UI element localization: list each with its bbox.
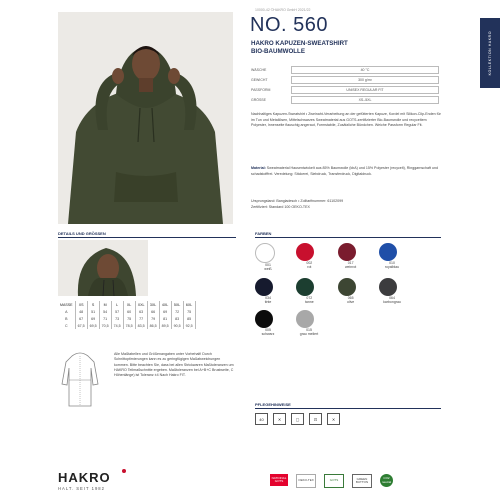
document-reference: 10000-42 ©HAKRO GmbH 2021/22: [255, 8, 311, 12]
table-cell: 83,5: [135, 322, 147, 329]
swatch-name: grau meliert: [299, 332, 319, 337]
table-cell: 86,5: [147, 322, 159, 329]
swatch-circle: [255, 278, 273, 296]
swatch-code: 001: [265, 263, 271, 267]
swatch-code: 002: [306, 261, 313, 265]
table-cell: 67,5: [75, 322, 87, 329]
size-header-cell: 5XL: [171, 301, 183, 308]
spec-key: GRÖSSE: [251, 97, 266, 102]
table-cell: 79: [147, 315, 159, 322]
details-heading: DETAILS UND GRÖSSEN: [58, 231, 106, 236]
care-symbols: [255, 413, 340, 425]
hoodie-silhouette-icon: [60, 350, 100, 408]
swatch-name: tanne: [304, 299, 314, 304]
table-row: [58, 308, 195, 315]
collection-side-tab: [480, 18, 500, 88]
material-text: Sweatmaterial Hausentwickelt aus 85% Baumwolle (kbA) und 15% Polyester (recycelt), Ringgarnschaft und schadstofffrei. Veredelung: Stickerei, Siebdruck, Transferdruck, Digitaldruck.: [251, 166, 438, 176]
hakro-logo: HAKRO: [58, 470, 111, 485]
swatch-row: [255, 243, 405, 272]
swatch-circle: [255, 243, 275, 263]
tumble-dry-icon: ▢: [291, 413, 304, 425]
size-table-header: [58, 301, 195, 308]
spec-value: XS–5XL: [291, 96, 439, 104]
color-swatch-grid: [255, 243, 445, 337]
swatch-code: 034: [265, 295, 271, 300]
table-cell: 69: [159, 308, 171, 315]
swatch-code: 072: [306, 295, 313, 300]
swatch-name: weiß: [264, 267, 272, 272]
swatch-row: [255, 310, 405, 337]
size-note: Alle Maßtabellen und Größenangaben unter Vorbehalt! Durch Schnittoptimierungen kann es zu geringfügigen Maßabweichungen kommen. Bitte beachten Sie, dass bei allen Strickwaren Maßtoleranzen um HAKRO Teilmaßschnitte ergeben. Maßtoleranzen bei A+B+C Brustweite, C Höhenlänge) ist Toleranz ±4 Nach Hakro FIT.: [114, 352, 234, 378]
table-cell: 48: [75, 308, 87, 315]
wash-40-icon: 40: [255, 413, 268, 425]
size-header-cell: L: [111, 301, 123, 308]
material-block: [251, 166, 441, 177]
material-label: Material:: [251, 166, 266, 170]
green-button-badge-icon: GREEN BUTTON: [352, 474, 372, 488]
spec-row-wash: [251, 66, 439, 73]
table-cell: 63: [135, 308, 147, 315]
side-tab-label: KOLLEKTION HAKRO: [488, 30, 492, 76]
swatch-name: weinrot: [345, 265, 357, 270]
no-bleach-icon: ✕: [273, 413, 286, 425]
table-cell: 69: [87, 315, 99, 322]
certification-logos: [270, 474, 393, 488]
details-divider: [58, 237, 236, 238]
hood-detail-illustration: [58, 240, 148, 296]
national-gots-badge-icon: NATIONAL GOTS: [270, 474, 288, 486]
table-cell: 85: [183, 315, 195, 322]
product-number: NO. 560: [250, 14, 328, 36]
swatch-circle: [338, 278, 356, 296]
size-table: [58, 301, 196, 329]
care-heading: PFLEGEHINWEISE: [255, 402, 291, 407]
size-header-cell: M: [99, 301, 111, 308]
size-header-cell: XS: [75, 301, 87, 308]
swatch-name: tinte: [264, 299, 272, 304]
table-cell: 71: [99, 315, 111, 322]
spec-row-fit: [251, 86, 439, 93]
table-cell: 70,5: [99, 322, 111, 329]
color-swatch-065[interactable]: [338, 278, 364, 305]
swatch-name: karbongrau: [383, 299, 401, 304]
swatch-circle: [379, 243, 397, 261]
color-swatch-015[interactable]: [296, 310, 322, 337]
no-dry-clean-icon: ✕: [327, 413, 340, 425]
product-name-line1: HAKRO KAPUZEN-SWEATSHIRT: [251, 40, 348, 47]
product-photo: [58, 12, 233, 224]
standard-text: Zertifiziert: Standard 100 OEKO-TEX: [251, 205, 310, 209]
table-row: [58, 322, 195, 329]
origin-text: Ursprungsland: Bangladesch • Zolltarifnummer: 61102099: [251, 199, 344, 203]
table-cell: 77: [135, 315, 147, 322]
size-header-cell: MASSE: [58, 301, 75, 308]
swatch-code: 005: [265, 328, 271, 333]
table-cell: 78,5: [123, 322, 135, 329]
color-swatch-034[interactable]: [255, 278, 281, 305]
color-swatch-002[interactable]: [296, 243, 322, 272]
size-header-cell: 6XL: [183, 301, 195, 308]
spec-value: UNISEX REGULAR FIT: [291, 86, 439, 94]
table-cell: 81: [159, 315, 171, 322]
size-header-cell: S: [87, 301, 99, 308]
color-swatch-064[interactable]: [379, 278, 405, 305]
swatch-circle: [255, 310, 273, 328]
table-cell: 89,5: [159, 322, 171, 329]
swatch-circle: [338, 243, 356, 261]
spec-key: PASSFORM: [251, 87, 271, 92]
brand-tagline: HALT. SEIT 1982: [58, 486, 105, 491]
table-cell: 90,5: [171, 322, 183, 329]
product-description: Nachhaltiges Kapuzen-Sweatshirt • Zweinaht-Verarbeitung an der gefütterten Kapuze, Kordel mit Silikon-Clip-Enden für im Tun und Metallösen, Mittelschwarzes Sweatmaterial aus GOTS-zertifizierter Bio-Baumwolle und recyceltem Polyester, Innenseite flauschig angeraut, Formstabile, Zusätzliche Bündchen. Weiche Passform Regular Fit.: [251, 112, 441, 128]
swatch-code: 015: [306, 328, 312, 333]
swatch-circle: [296, 278, 314, 296]
color-swatch-017[interactable]: [338, 243, 364, 272]
table-cell: 72: [171, 308, 183, 315]
table-cell: 69,5: [87, 322, 99, 329]
spec-key: WÄSCHE: [251, 67, 267, 72]
table-cell: 75: [183, 308, 195, 315]
colors-divider: [255, 237, 441, 238]
table-cell: A: [58, 308, 75, 315]
table-row: [58, 315, 195, 322]
swatch-code: 017: [347, 261, 354, 265]
table-cell: 83: [171, 315, 183, 322]
spec-key: GEWICHT: [251, 77, 268, 82]
table-cell: 75: [123, 315, 135, 322]
spec-value: 40 °C: [291, 66, 439, 74]
hood-detail-photo: [58, 240, 148, 296]
swatch-code: 064: [389, 295, 395, 300]
iron-icon: ⊡: [309, 413, 322, 425]
table-cell: 60: [123, 308, 135, 315]
gots-badge-icon: GOTS: [324, 474, 344, 488]
table-cell: 73: [111, 315, 123, 322]
size-header-cell: XXL: [135, 301, 147, 308]
color-swatch-005[interactable]: [255, 310, 281, 337]
spec-row-size: [251, 96, 439, 103]
swatch-code: 010: [389, 261, 395, 265]
colors-heading: FARBEN: [255, 231, 272, 236]
size-header-cell: 3XL: [147, 301, 159, 308]
table-cell: 92,5: [183, 322, 195, 329]
table-cell: 66: [147, 308, 159, 315]
spec-row-weight: [251, 76, 439, 83]
table-cell: 54: [99, 308, 111, 315]
measurement-diagram: [60, 350, 100, 408]
table-cell: B: [58, 315, 75, 322]
table-cell: 57: [111, 308, 123, 315]
swatch-circle: [296, 243, 314, 261]
swatch-name: rot: [307, 265, 312, 270]
spec-value: 300 g/m²: [291, 76, 439, 84]
swatch-circle: [296, 310, 314, 328]
product-name-line2: BIO-BAUMWOLLE: [251, 48, 305, 55]
table-cell: 74,5: [111, 322, 123, 329]
size-header-cell: 4XL: [159, 301, 171, 308]
co2-neutral-badge-icon: CO2 neutral: [380, 474, 393, 487]
swatch-name: olive: [347, 299, 355, 304]
swatch-code: 065: [347, 295, 354, 300]
color-swatch-010[interactable]: [379, 243, 405, 272]
table-cell: 67: [75, 315, 87, 322]
care-divider: [255, 408, 441, 409]
swatch-circle: [379, 278, 397, 296]
color-swatch-072[interactable]: [296, 278, 322, 305]
color-swatch-001[interactable]: [255, 243, 281, 272]
swatch-name: royalblau: [384, 265, 400, 270]
table-cell: 51: [87, 308, 99, 315]
table-cell: C: [58, 322, 75, 329]
hoodie-model-illustration: [58, 12, 233, 224]
swatch-row: [255, 278, 405, 305]
size-header-cell: XL: [123, 301, 135, 308]
logo-dot-icon: [122, 469, 126, 473]
swatch-name: schwarz: [261, 332, 275, 337]
product-name: [251, 40, 348, 56]
oeko-tex-badge-icon: OEKO-TEX: [296, 474, 316, 488]
